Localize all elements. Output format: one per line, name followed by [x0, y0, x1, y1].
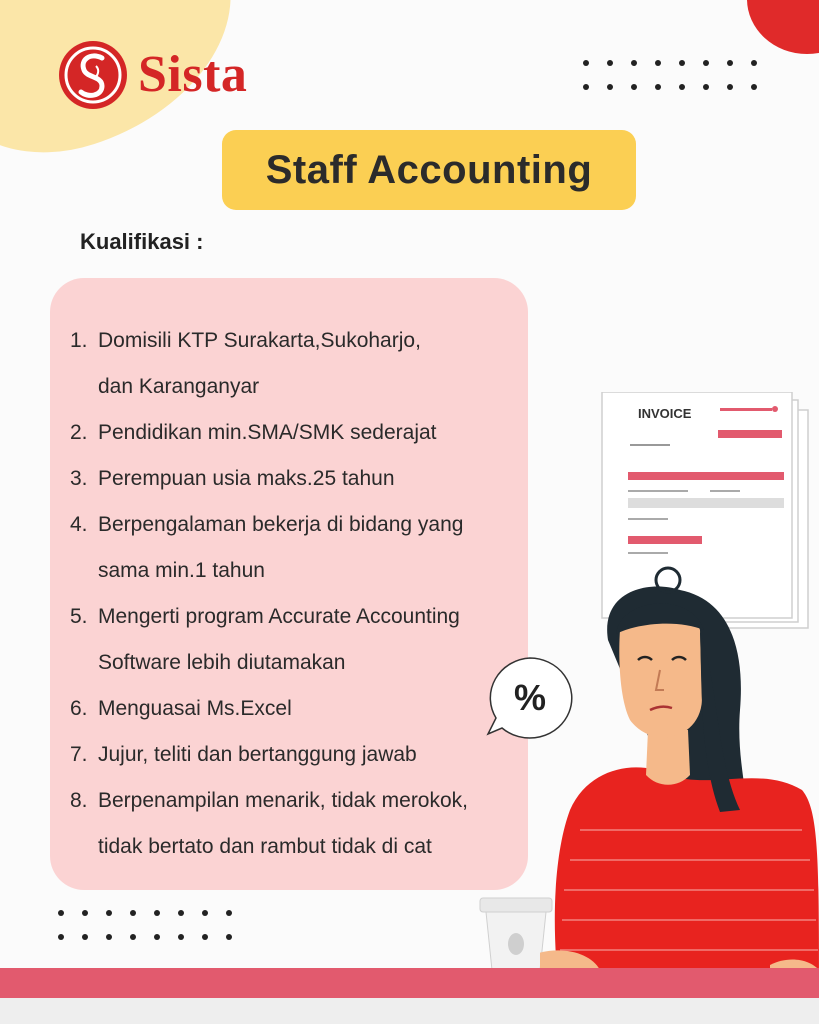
- decor-dots-bottom: [58, 910, 232, 940]
- bottom-base-strip: [0, 998, 819, 1024]
- brand-name: Sista: [138, 46, 248, 103]
- decor-circle-top-right: [747, 0, 819, 54]
- job-title-banner: [222, 130, 636, 210]
- list-item: 8. Berpenampilan menarik, tidak merokok, tidak bertato dan rambut tidak di cat: [70, 789, 469, 858]
- invoice-label: INVOICE: [638, 406, 692, 421]
- list-item: 5. Mengerti program Accurate Accounting Software lebih diutamakan: [70, 605, 460, 674]
- list-item: 3. Perempuan usia maks.25 tahun: [70, 467, 395, 490]
- brand-logo: [56, 38, 247, 112]
- list-item: 2. Pendidikan min.SMA/SMK sederajat: [70, 421, 437, 444]
- job-title: Staff Accounting: [265, 147, 593, 192]
- sista-logo-icon: [56, 38, 130, 112]
- bottom-accent-bar: [0, 968, 819, 998]
- list-item: 1. Domisili KTP Surakarta,Sukoharjo, dan Karanganyar: [70, 329, 421, 398]
- woman-illustration: [540, 560, 819, 1000]
- decor-dots-top: [583, 60, 757, 90]
- list-item: 6. Menguasai Ms.Excel: [70, 697, 292, 720]
- list-item: 7. Jujur, teliti dan bertanggung jawab: [70, 743, 417, 766]
- percent-symbol: %: [513, 677, 547, 718]
- qualifications-list: [70, 318, 530, 870]
- qualifications-heading: Kualifikasi :: [80, 229, 204, 254]
- list-item: 4. Berpengalaman bekerja di bidang yang sama min.1 tahun: [70, 513, 464, 582]
